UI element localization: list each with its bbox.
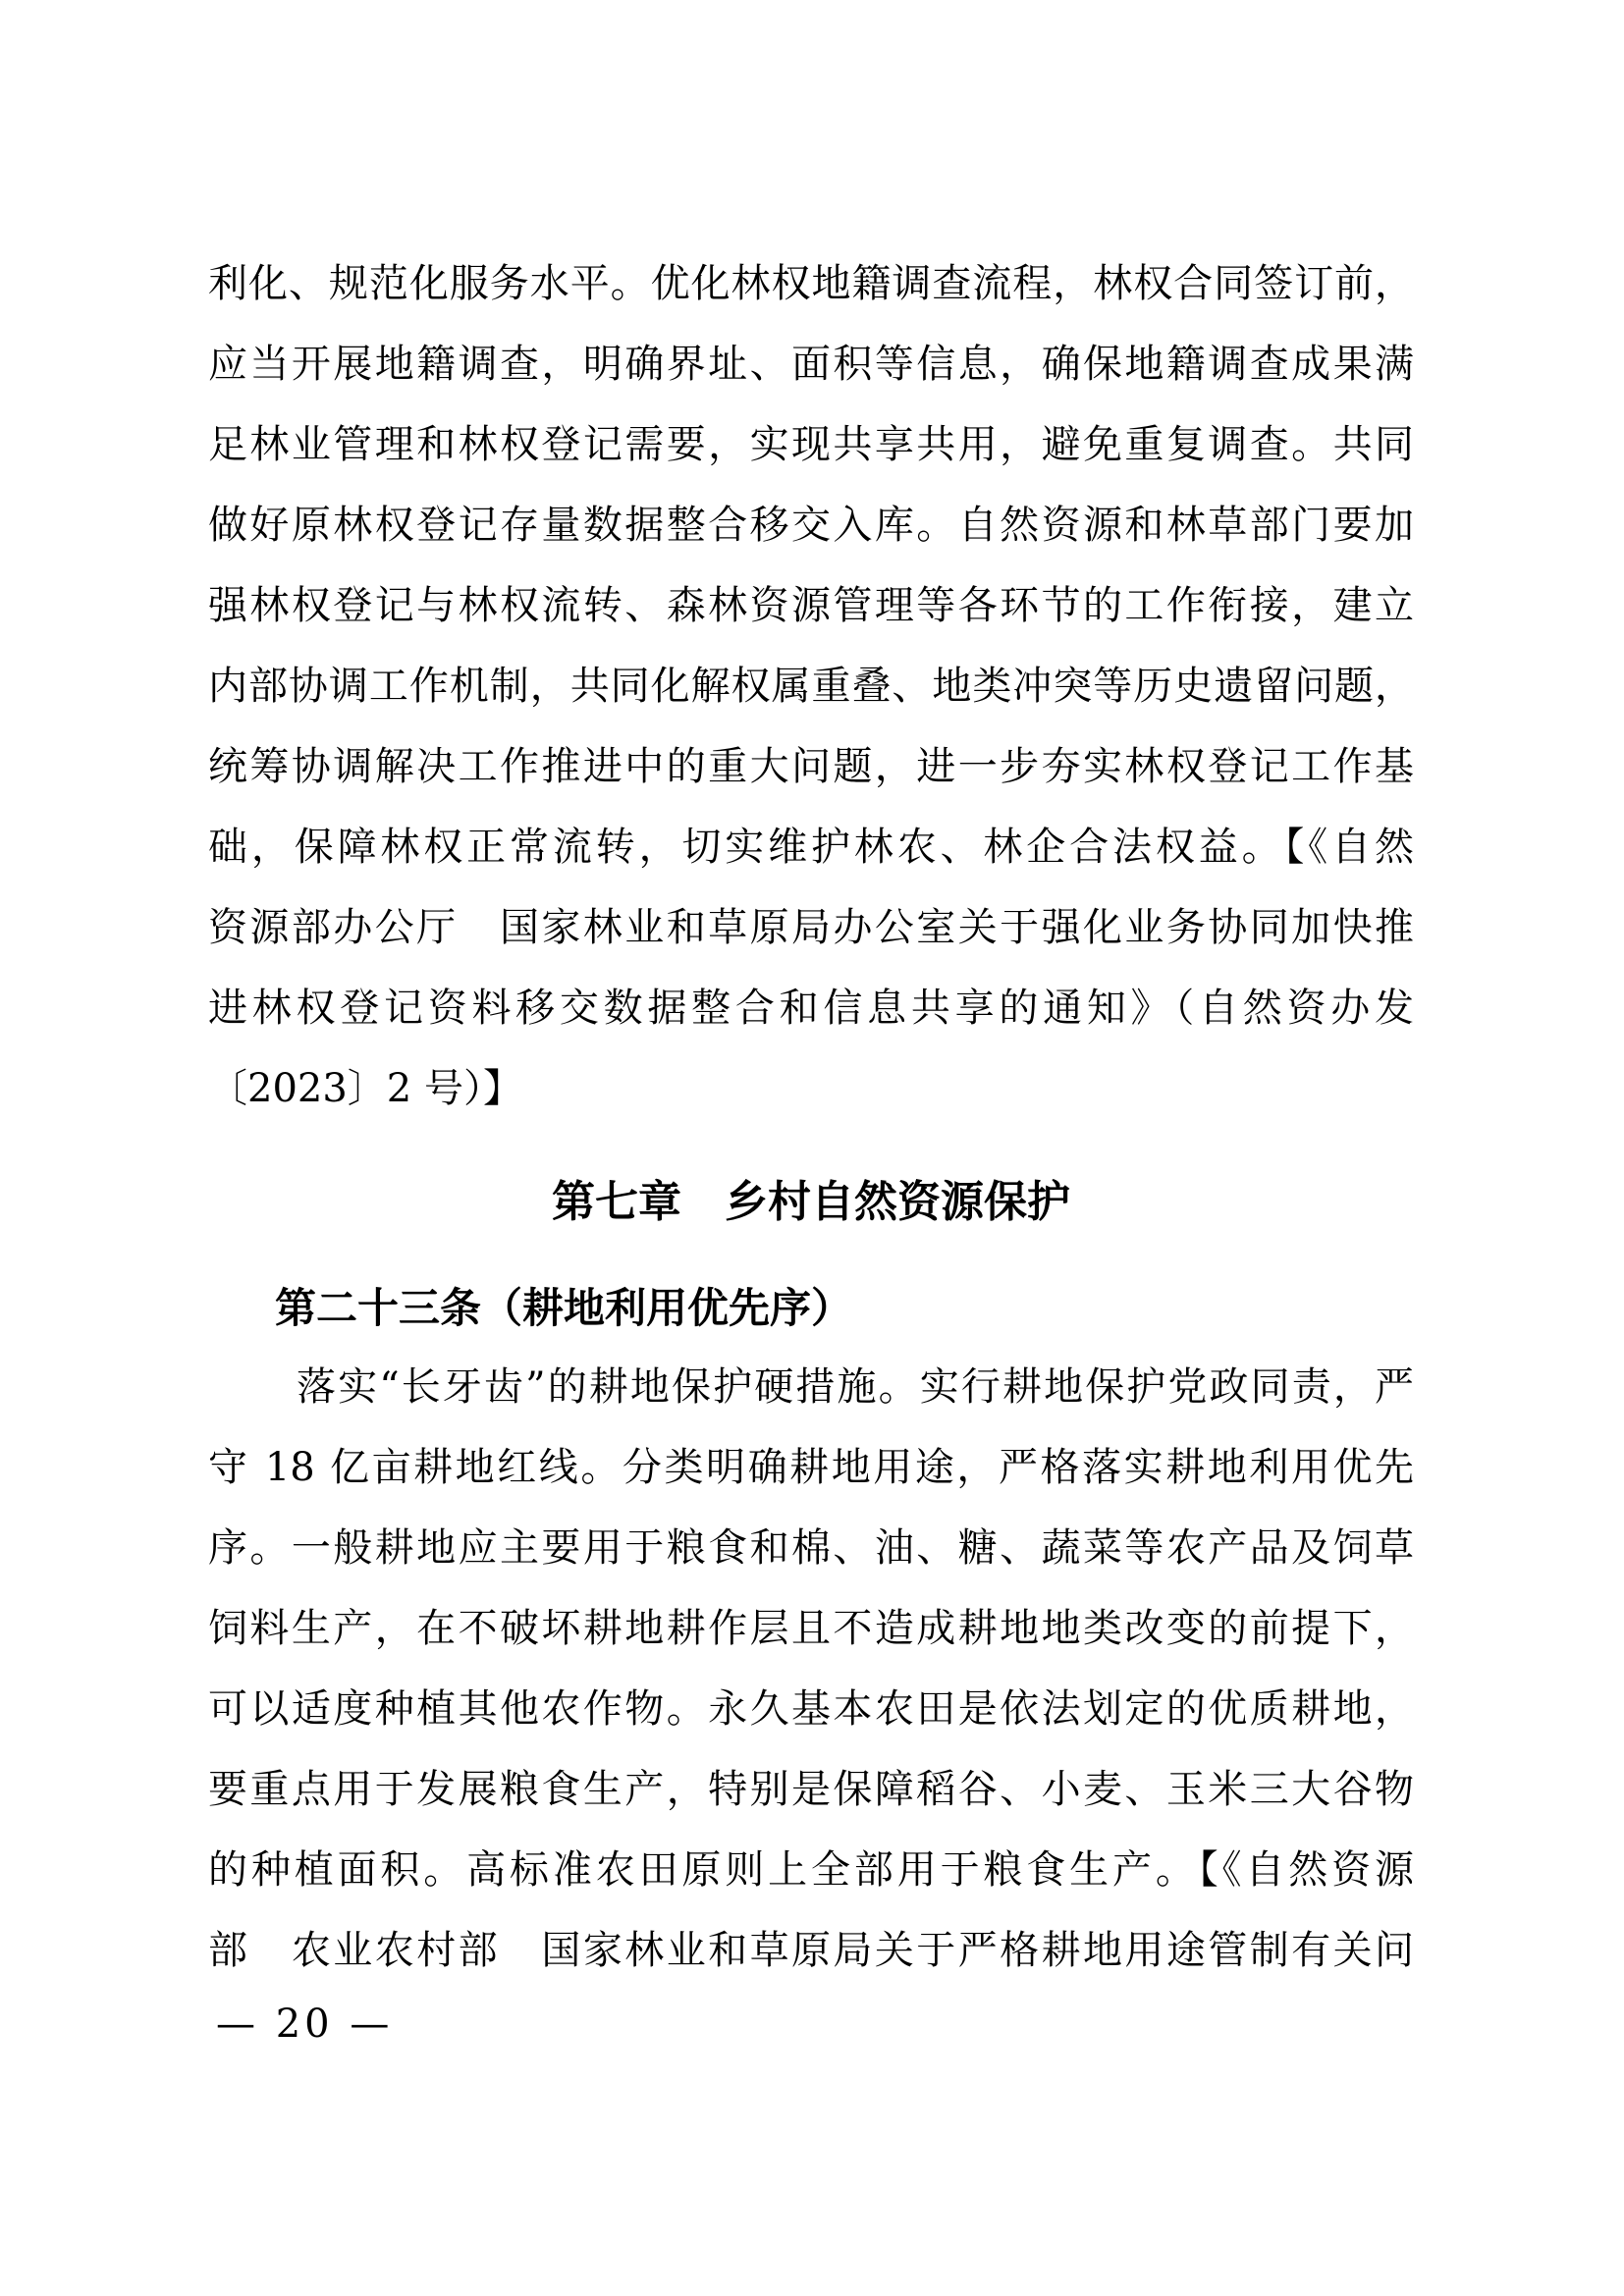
section-heading: 第二十三条（耕地利用优先序）	[275, 1284, 853, 1332]
chapter-heading: 第七章 乡村自然资源保护	[552, 1177, 1070, 1227]
text-line: 应当开展地籍调查，明确界址、面积等信息，确保地籍调查成果满	[208, 342, 1414, 387]
text-line: 序。一般耕地应主要用于粮食和棉、油、糖、蔬菜等农产品及饲草	[208, 1525, 1414, 1571]
text-line: 饲料生产，在不破坏耕地耕作层且不造成耕地地类改变的前提下，	[208, 1606, 1414, 1651]
text-line: 〔2023〕2 号）】	[208, 1066, 522, 1111]
text-line: 可以适度种植其他农作物。永久基本农田是依法划定的优质耕地，	[208, 1686, 1414, 1732]
text-line: 足林业管理和林权登记需要，实现共享共用，避免重复调查。共同	[208, 422, 1414, 467]
body-paragraph-1	[208, 243, 1414, 1129]
body-paragraph-2	[208, 1347, 1414, 1991]
text-line: 部 农业农村部 国家林业和草原局关于严格耕地用途管制有关问	[208, 1928, 1414, 1973]
page-number: — 20 —	[216, 2002, 394, 2047]
text-line: 础，保障林权正常流转，切实维护林农、林企合法权益。【《自然	[208, 825, 1414, 870]
text-line: 进林权登记资料移交数据整合和信息共享的通知》（自然资办发	[208, 986, 1414, 1031]
text-line: 要重点用于发展粮食生产，特别是保障稻谷、小麦、玉米三大谷物	[208, 1767, 1414, 1812]
text-line: 的种植面积。高标准农田原则上全部用于粮食生产。【《自然资源	[208, 1847, 1414, 1893]
text-line: 内部协调工作机制，共同化解权属重叠、地类冲突等历史遗留问题，	[208, 664, 1414, 709]
text-line: 守 18 亿亩耕地红线。分类明确耕地用途，严格落实耕地利用优先	[208, 1445, 1414, 1490]
text-line: 做好原林权登记存量数据整合移交入库。自然资源和林草部门要加	[208, 503, 1414, 548]
text-line: 统筹协调解决工作推进中的重大问题，进一步夯实林权登记工作基	[208, 744, 1414, 789]
text-line: 强林权登记与林权流转、森林资源管理等各环节的工作衔接，建立	[208, 583, 1414, 628]
text-line: 利化、规范化服务水平。优化林权地籍调查流程，林权合同签订前，	[208, 261, 1414, 306]
text-line: 落实“长牙齿”的耕地保护硬措施。实行耕地保护党政同责，严	[297, 1364, 1414, 1410]
text-line: 资源部办公厅 国家林业和草原局办公室关于强化业务协同加快推	[208, 905, 1414, 950]
